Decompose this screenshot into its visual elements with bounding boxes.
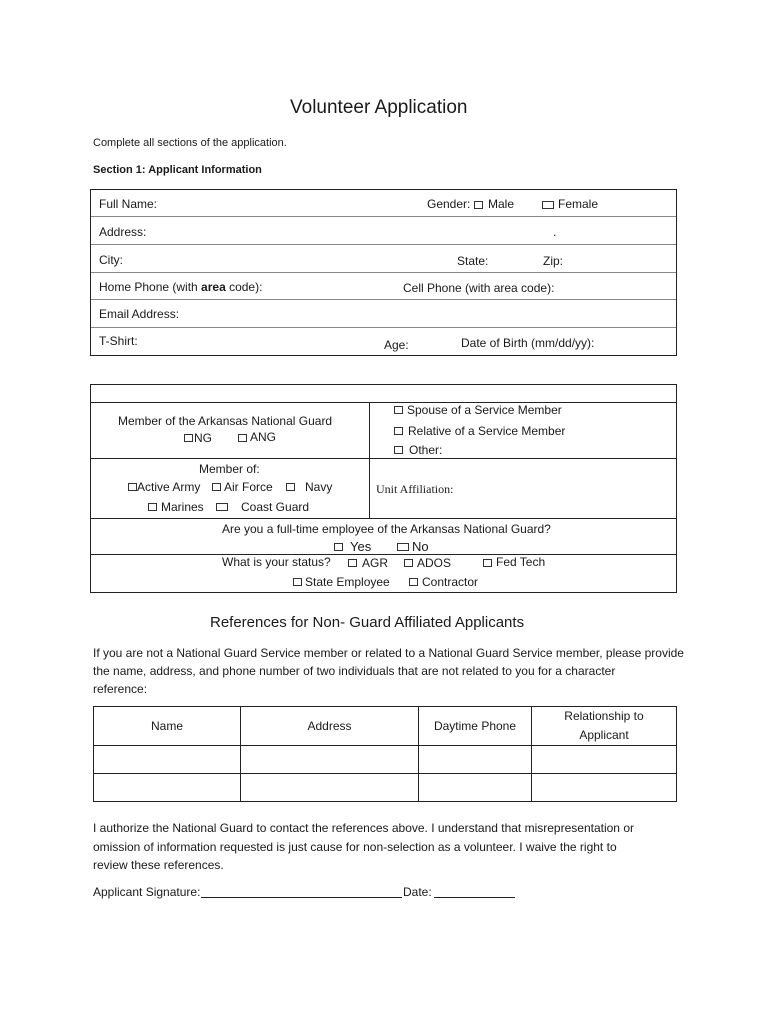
reference-2-address-cell[interactable] — [241, 774, 419, 802]
male-label: Male — [488, 197, 515, 211]
references-para-line-1: If you are not a National Guard Service member or related to a National Guard Service member, please provide — [93, 646, 684, 660]
email-label: Email Address: — [99, 307, 180, 321]
spouse-checkbox[interactable] — [394, 406, 403, 414]
reference-1-relationship-cell[interactable] — [532, 746, 677, 774]
references-heading: References for Non- Guard Affiliated Applicants — [210, 614, 525, 631]
row-divider — [91, 458, 676, 459]
coast-guard-label: Coast Guard — [241, 500, 310, 514]
row-divider — [91, 518, 676, 519]
cell-phone-label: Cell Phone (with area code): — [403, 281, 555, 295]
female-label: Female — [558, 197, 599, 211]
reference-1-name-cell[interactable] — [94, 746, 241, 774]
relationship-header-line-2: Applicant — [579, 728, 629, 742]
address-dot: . — [553, 225, 557, 239]
table-header-row — [94, 707, 677, 746]
ang-checkbox[interactable] — [238, 434, 247, 442]
page-title: Volunteer Application — [290, 97, 468, 118]
other-checkbox[interactable] — [394, 446, 403, 454]
active-army-checkbox[interactable] — [128, 483, 137, 491]
age-label: Age: — [384, 338, 409, 352]
zip-label: Zip: — [543, 254, 564, 268]
home-phone-text-1: Home Phone (with — [99, 280, 202, 294]
intro-text: Complete all sections of the application. — [93, 137, 287, 149]
relationship-header-line-1: Relationship to — [564, 709, 644, 723]
ng-checkbox[interactable] — [184, 434, 193, 442]
ang-label: ANG — [250, 430, 277, 444]
male-checkbox[interactable] — [474, 201, 483, 209]
agr-label: AGR — [362, 556, 389, 570]
other-label: Other: — [409, 443, 443, 457]
column-header-relationship — [532, 707, 677, 746]
contractor-label: Contractor — [422, 575, 479, 589]
fed-tech-checkbox[interactable] — [483, 559, 492, 567]
air-force-label: Air Force — [224, 480, 273, 494]
state-employee-label: State Employee — [305, 575, 390, 589]
state-label: State: — [457, 254, 489, 268]
column-divider — [369, 402, 370, 518]
yes-label: Yes — [350, 539, 372, 554]
section-heading: Section 1: Applicant Information — [93, 164, 262, 176]
relative-checkbox[interactable] — [394, 427, 403, 435]
row-divider — [91, 327, 676, 328]
row-divider — [91, 272, 676, 273]
reference-2-name-cell[interactable] — [94, 774, 241, 802]
row-divider — [91, 216, 676, 217]
address-label: Address: — [99, 225, 147, 239]
signature-label: Applicant Signature: — [93, 885, 201, 899]
references-table — [93, 706, 677, 802]
gender-label: Gender: — [427, 197, 471, 211]
row-divider — [91, 554, 676, 555]
row-divider — [91, 299, 676, 300]
fulltime-question: Are you a full-time employee of the Arkansas National Guard? — [222, 522, 551, 536]
member-of-label: Member of: — [199, 462, 260, 476]
authorization-line-1: I authorize the National Guard to contact the references above. I understand that misrepresentation or — [93, 821, 634, 835]
ados-label: ADOS — [417, 556, 452, 570]
marines-label: Marines — [161, 500, 204, 514]
date-field[interactable] — [434, 897, 515, 898]
female-checkbox[interactable] — [542, 201, 554, 209]
navy-label: Navy — [305, 480, 333, 494]
table-row — [94, 746, 677, 774]
table-row — [94, 774, 677, 802]
state-employee-checkbox[interactable] — [293, 578, 302, 586]
city-label: City: — [99, 253, 123, 267]
navy-checkbox[interactable] — [286, 483, 295, 491]
fed-tech-label: Fed Tech — [496, 555, 546, 569]
contractor-checkbox[interactable] — [409, 578, 418, 586]
full-name-label: Full Name: — [99, 197, 158, 211]
marines-checkbox[interactable] — [148, 503, 157, 511]
reference-2-phone-cell[interactable] — [419, 774, 532, 802]
relative-label: Relative of a Service Member — [408, 424, 566, 438]
authorization-line-3: review these references. — [93, 858, 224, 872]
active-army-label: Active Army — [137, 480, 201, 494]
member-ar-guard-label: Member of the Arkansas National Guard — [118, 414, 333, 428]
coast-guard-checkbox[interactable] — [216, 503, 228, 511]
references-para-line-2: the name, address, and phone number of two individuals that are not related to you for a character — [93, 664, 616, 678]
date-label: Date: — [403, 885, 432, 899]
reference-1-phone-cell[interactable] — [419, 746, 532, 774]
no-checkbox[interactable] — [397, 543, 409, 551]
row-divider — [91, 402, 676, 403]
column-header-phone: Daytime Phone — [419, 707, 532, 746]
home-phone-label — [99, 280, 262, 294]
ng-label: NG — [194, 431, 212, 445]
references-para-line-3: reference: — [93, 682, 148, 696]
row-divider — [91, 244, 676, 245]
ados-checkbox[interactable] — [404, 559, 413, 567]
status-question: What is your status? — [222, 555, 331, 569]
no-label: No — [412, 539, 429, 554]
authorization-line-2: omission of information requested is just cause for non-selection as a volunteer. I waive the right to — [93, 840, 617, 854]
agr-checkbox[interactable] — [348, 559, 357, 567]
signature-field[interactable] — [201, 897, 402, 898]
reference-2-relationship-cell[interactable] — [532, 774, 677, 802]
air-force-checkbox[interactable] — [212, 483, 221, 491]
tshirt-label: T-Shirt: — [99, 334, 138, 348]
dob-label: Date of Birth (mm/dd/yy): — [461, 336, 595, 350]
home-phone-text-bold: area — [201, 280, 226, 294]
reference-1-address-cell[interactable] — [241, 746, 419, 774]
column-header-name: Name — [94, 707, 241, 746]
unit-affiliation-label: Unit Affiliation: — [376, 482, 454, 496]
column-header-address: Address — [241, 707, 419, 746]
yes-checkbox[interactable] — [334, 543, 343, 551]
spouse-label: Spouse of a Service Member — [407, 403, 562, 417]
home-phone-text-2: code): — [225, 280, 263, 294]
